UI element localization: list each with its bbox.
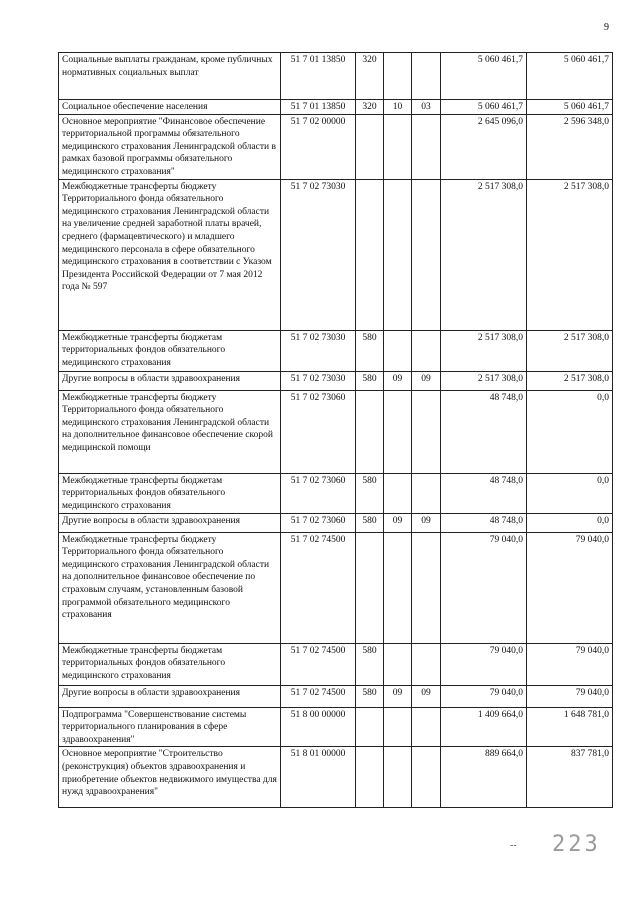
- target-article-code: 51 7 02 73030: [281, 371, 356, 390]
- amount-year-1: 1 409 664,0: [441, 707, 527, 747]
- expense-type-code: [356, 532, 384, 643]
- table-row: [59, 473, 613, 513]
- subsection-code: [412, 473, 441, 513]
- subsection-code: [412, 114, 441, 179]
- amount-year-2: 2 596 348,0: [527, 114, 613, 179]
- amount-year-1: 2 517 308,0: [441, 330, 527, 371]
- expense-type-code: 580: [356, 643, 384, 685]
- amount-year-2: 79 040,0: [527, 685, 613, 707]
- amount-year-1: 5 060 461,7: [441, 53, 527, 100]
- row-name: Основное мероприятие "Строительство (реконструкция) объектов здравоохранения и приобретение объектов недвижимого имущества для нужд здравоохранения": [59, 747, 281, 808]
- target-article-code: 51 7 01 13850: [281, 100, 356, 115]
- section-code: [384, 53, 412, 100]
- table-row: [59, 53, 613, 100]
- amount-year-2: 2 517 308,0: [527, 371, 613, 390]
- section-code: [384, 114, 412, 179]
- target-article-code: 51 7 02 00000: [281, 114, 356, 179]
- row-name: Социальное обеспечение населения: [59, 100, 281, 115]
- expense-type-code: [356, 390, 384, 473]
- table-row: [59, 114, 613, 179]
- amount-year-2: 79 040,0: [527, 532, 613, 643]
- expense-type-code: 580: [356, 473, 384, 513]
- amount-year-1: 2 645 096,0: [441, 114, 527, 179]
- row-name: Основное мероприятие "Финансовое обеспечение территориальной программы обязательного медицинского страхования Ленинградской области в рамках базовой программы обязательного медицинского страхования": [59, 114, 281, 179]
- amount-year-1: 79 040,0: [441, 685, 527, 707]
- page-stamp: 223: [552, 832, 601, 857]
- expense-type-code: 580: [356, 330, 384, 371]
- budget-table: [58, 52, 613, 808]
- row-name: Другие вопросы в области здравоохранения: [59, 513, 281, 532]
- expense-type-code: [356, 707, 384, 747]
- subsection-code: 03: [412, 100, 441, 115]
- amount-year-2: 0,0: [527, 513, 613, 532]
- subsection-code: [412, 643, 441, 685]
- page-number: 9: [604, 22, 609, 33]
- section-code: [384, 330, 412, 371]
- amount-year-1: 2 517 308,0: [441, 371, 527, 390]
- table-row: [59, 330, 613, 371]
- section-code: [384, 390, 412, 473]
- row-name: Межбюджетные трансферты бюджету Территориального фонда обязательного медицинского страхования Ленинградской области на дополнительное финансовое обеспечение по страховым случаям, установленным базовой программой обязательного медицинского страхования: [59, 532, 281, 643]
- amount-year-2: 5 060 461,7: [527, 53, 613, 100]
- target-article-code: 51 7 02 73060: [281, 473, 356, 513]
- amount-year-1: 5 060 461,7: [441, 100, 527, 115]
- target-article-code: 51 7 02 73030: [281, 330, 356, 371]
- row-name: Социальные выплаты гражданам, кроме публичных нормативных социальных выплат: [59, 53, 281, 100]
- row-name: Другие вопросы в области здравоохранения: [59, 371, 281, 390]
- footer-dash: --: [510, 840, 517, 851]
- amount-year-1: 2 517 308,0: [441, 179, 527, 330]
- table-row: [59, 179, 613, 330]
- target-article-code: 51 8 01 00000: [281, 747, 356, 808]
- amount-year-1: 79 040,0: [441, 532, 527, 643]
- subsection-code: 09: [412, 685, 441, 707]
- expense-type-code: 320: [356, 100, 384, 115]
- amount-year-2: 2 517 308,0: [527, 330, 613, 371]
- expense-type-code: 580: [356, 513, 384, 532]
- table-row: [59, 643, 613, 685]
- amount-year-2: 837 781,0: [527, 747, 613, 808]
- subsection-code: 09: [412, 371, 441, 390]
- amount-year-2: 2 517 308,0: [527, 179, 613, 330]
- amount-year-1: 48 748,0: [441, 513, 527, 532]
- table-row: [59, 532, 613, 643]
- section-code: 09: [384, 685, 412, 707]
- section-code: [384, 532, 412, 643]
- section-code: [384, 643, 412, 685]
- target-article-code: 51 7 02 73030: [281, 179, 356, 330]
- expense-type-code: [356, 747, 384, 808]
- section-code: 09: [384, 371, 412, 390]
- row-name: Межбюджетные трансферты бюджетам территориальных фондов обязательного медицинского страхования: [59, 330, 281, 371]
- expense-type-code: 580: [356, 685, 384, 707]
- table-row: [59, 390, 613, 473]
- amount-year-1: 48 748,0: [441, 390, 527, 473]
- target-article-code: 51 7 02 73060: [281, 390, 356, 473]
- subsection-code: 09: [412, 513, 441, 532]
- subsection-code: [412, 179, 441, 330]
- subsection-code: [412, 330, 441, 371]
- target-article-code: 51 7 02 74500: [281, 643, 356, 685]
- target-article-code: 51 7 02 74500: [281, 532, 356, 643]
- amount-year-2: 1 648 781,0: [527, 707, 613, 747]
- target-article-code: 51 7 02 74500: [281, 685, 356, 707]
- table-row: [59, 371, 613, 390]
- expense-type-code: [356, 179, 384, 330]
- section-code: [384, 179, 412, 330]
- row-name: Межбюджетные трансферты бюджетам территориальных фондов обязательного медицинского страхования: [59, 473, 281, 513]
- amount-year-2: 79 040,0: [527, 643, 613, 685]
- subsection-code: [412, 747, 441, 808]
- section-code: 09: [384, 513, 412, 532]
- amount-year-1: 48 748,0: [441, 473, 527, 513]
- row-name: Межбюджетные трансферты бюджету Территориального фонда обязательного медицинского страхования Ленинградской области на дополнительное финансовое обеспечение скорой медицинской помощи: [59, 390, 281, 473]
- section-code: 10: [384, 100, 412, 115]
- amount-year-2: 5 060 461,7: [527, 100, 613, 115]
- table-row: [59, 100, 613, 115]
- amount-year-2: 0,0: [527, 473, 613, 513]
- section-code: [384, 473, 412, 513]
- amount-year-2: 0,0: [527, 390, 613, 473]
- section-code: [384, 747, 412, 808]
- table-row: [59, 513, 613, 532]
- subsection-code: [412, 390, 441, 473]
- subsection-code: [412, 532, 441, 643]
- amount-year-1: 79 040,0: [441, 643, 527, 685]
- expense-type-code: 320: [356, 53, 384, 100]
- row-name: Межбюджетные трансферты бюджету Территориального фонда обязательного медицинского страхования Ленинградской области на увеличение средней заработной платы врачей, среднего (фармацевтического) и младшего медицинского персонала в сфере обязательного медицинского страхования в соответствии с Указом Президента Российской Федерации от 7 мая 2012 года № 597: [59, 179, 281, 330]
- subsection-code: [412, 707, 441, 747]
- row-name: Межбюджетные трансферты бюджетам территориальных фондов обязательного медицинского страхования: [59, 643, 281, 685]
- table-row: [59, 685, 613, 707]
- amount-year-1: 889 664,0: [441, 747, 527, 808]
- target-article-code: 51 7 02 73060: [281, 513, 356, 532]
- table-row: [59, 747, 613, 808]
- subsection-code: [412, 53, 441, 100]
- target-article-code: 51 8 00 00000: [281, 707, 356, 747]
- target-article-code: 51 7 01 13850: [281, 53, 356, 100]
- expense-type-code: [356, 114, 384, 179]
- table-row: [59, 707, 613, 747]
- row-name: Другие вопросы в области здравоохранения: [59, 685, 281, 707]
- row-name: Подпрограмма "Совершенствование системы территориального планирования в сфере здравоохранения": [59, 707, 281, 747]
- expense-type-code: 580: [356, 371, 384, 390]
- section-code: [384, 707, 412, 747]
